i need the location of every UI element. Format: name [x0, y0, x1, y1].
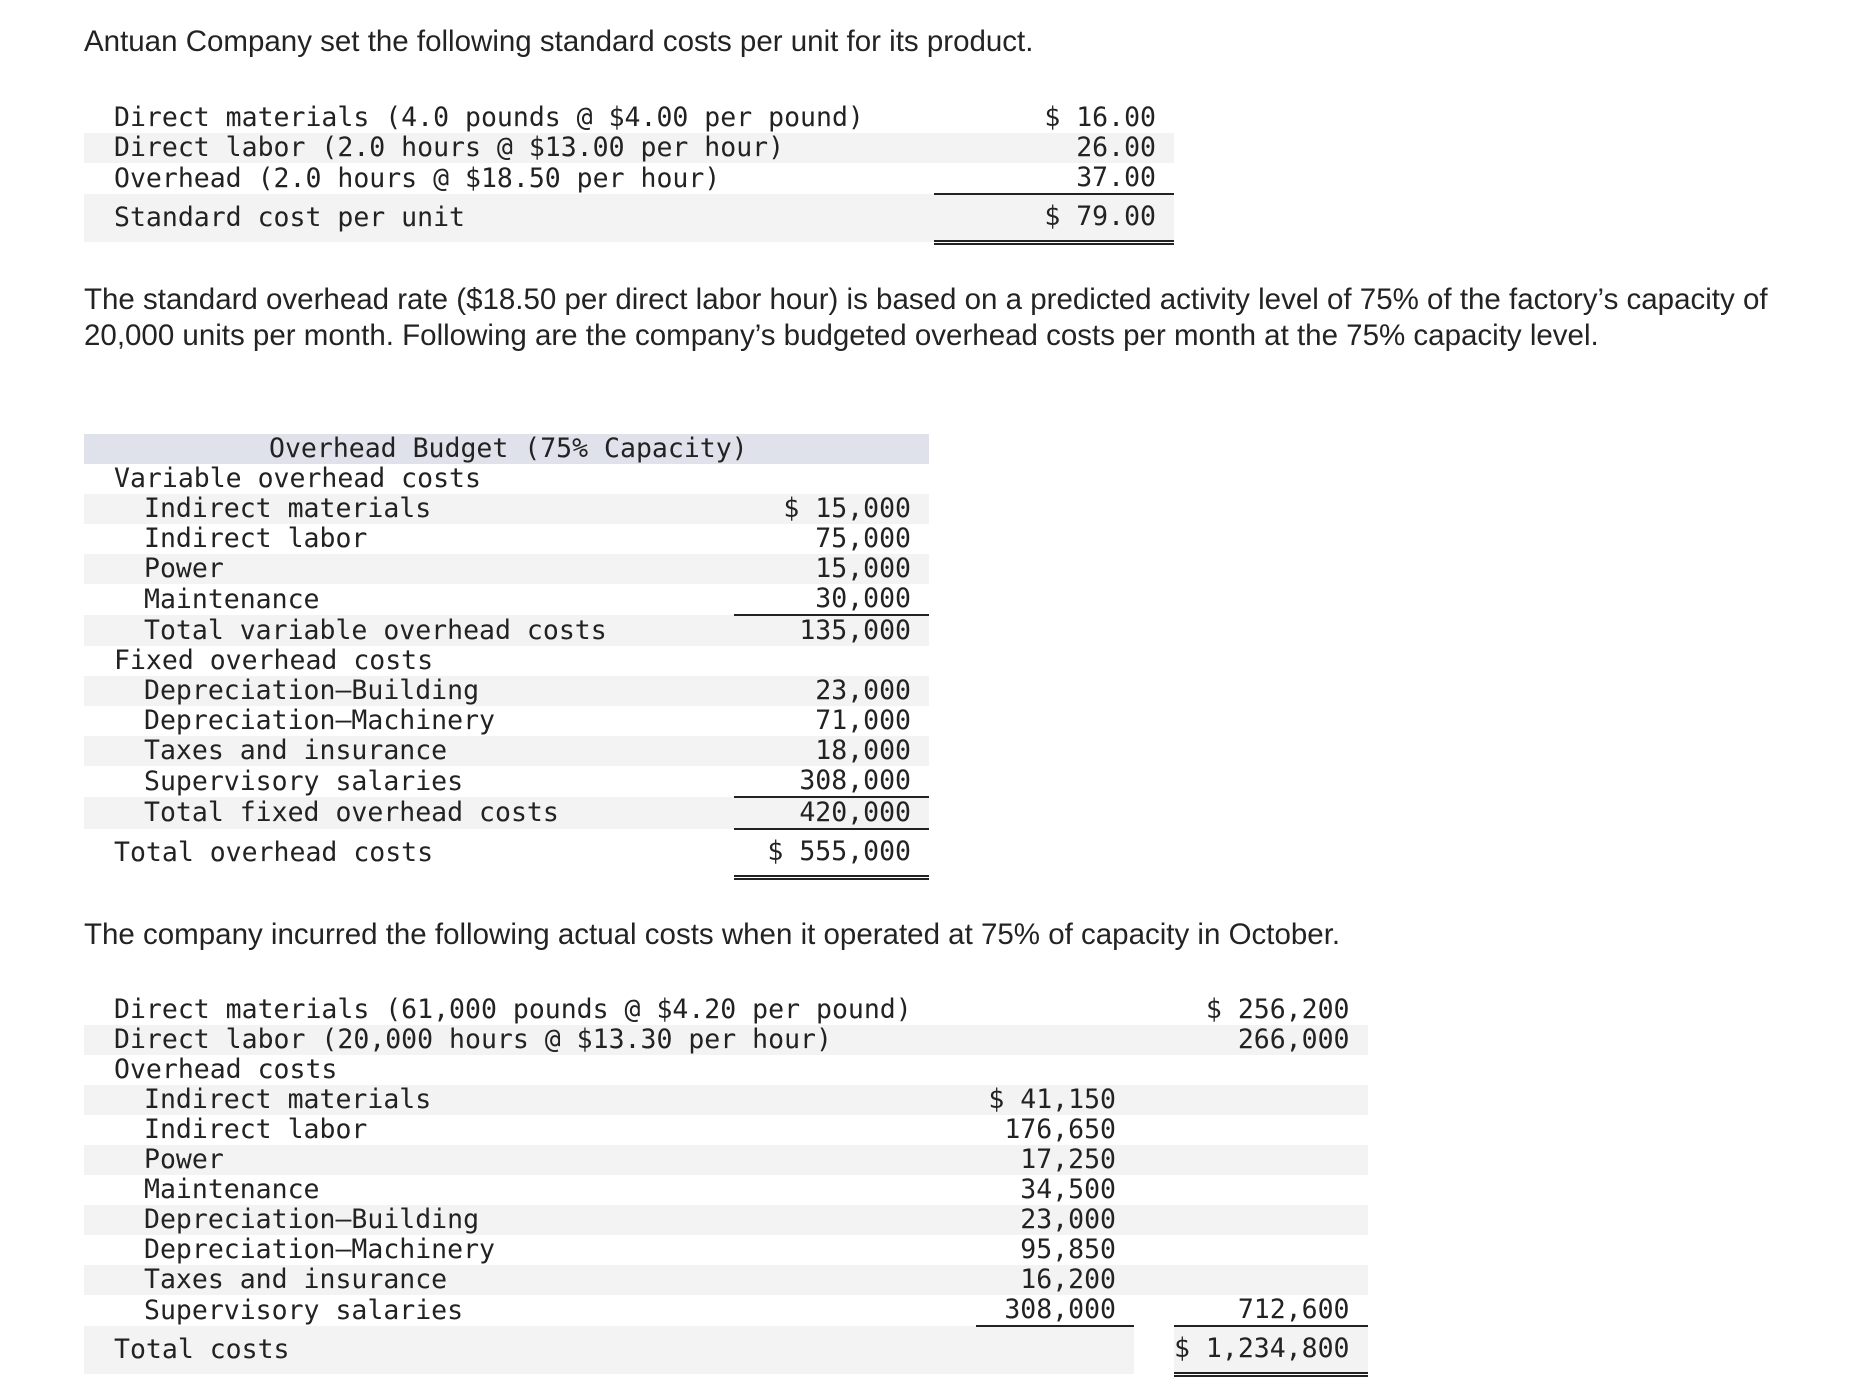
row-amount: 23,000 [734, 676, 929, 706]
row-label: Indirect materials [84, 494, 734, 524]
row-amount: 34,500 [1020, 1174, 1116, 1205]
actual-overhead-row [84, 1235, 1368, 1265]
row-label: Supervisory salaries [144, 765, 464, 797]
row-label: Direct materials (4.0 pounds @ $4.00 per pound) [114, 102, 864, 133]
budget-row [84, 584, 929, 615]
actual-costs-table [84, 995, 1368, 1377]
budget-header: Overhead Budget (75% Capacity) [84, 434, 929, 464]
total-amount: $ 1,234,800 [1174, 1326, 1368, 1374]
row-amount: $ 41,150 [976, 1085, 1134, 1115]
budget-row [84, 524, 929, 554]
row-label: Taxes and insurance [84, 1265, 976, 1295]
overhead-total-amount: 712,600 [1174, 1295, 1368, 1326]
row-label: Power [84, 1145, 976, 1175]
row-label: Total variable overhead costs [84, 615, 734, 646]
row-amount: 16,200 [976, 1265, 1134, 1295]
row-label: Supervisory salaries [144, 1294, 464, 1326]
row-label: Maintenance [144, 1174, 320, 1205]
actual-costs-paragraph: The company incurred the following actual costs when it operated at 75% of capacity in October. [84, 918, 1341, 951]
subtotal-row [84, 615, 929, 646]
row-amount: 30,000 [734, 584, 929, 615]
actual-overhead-row [84, 1175, 1368, 1205]
row-label: Depreciation—Building [84, 676, 734, 706]
row-label: Direct materials (61,000 pounds @ $4.20 per pound) [114, 994, 912, 1025]
actual-overhead-row [84, 1295, 1368, 1326]
row-label: Depreciation—Machinery [144, 1234, 495, 1265]
row-amount: 420,000 [734, 797, 929, 829]
row-amount: 75,000 [815, 523, 911, 554]
budget-row [84, 554, 929, 584]
row-amount: 71,000 [815, 705, 911, 736]
standard-cost-row [84, 103, 1174, 133]
row-label: Indirect materials [84, 1085, 976, 1115]
budget-row [84, 706, 929, 736]
row-amount: $ 15,000 [734, 494, 929, 524]
row-amount: 266,000 [1174, 1025, 1368, 1055]
budget-row [84, 676, 929, 706]
overhead-heading: Overhead costs [114, 1054, 338, 1085]
actual-overhead-row [84, 1145, 1368, 1175]
row-label: Depreciation—Building [84, 1205, 976, 1235]
overhead-budget-table [84, 434, 929, 880]
row-label: Direct labor (2.0 hours @ $13.00 per hour) [84, 133, 934, 163]
actual-overhead-row [84, 1205, 1368, 1235]
section-heading-row [84, 1055, 1368, 1085]
row-label: Overhead (2.0 hours @ $18.50 per hour) [114, 162, 721, 194]
actual-overhead-row [84, 1085, 1368, 1115]
intro-text: Antuan Company set the following standard costs per unit for its product. [84, 25, 1034, 58]
budget-row [84, 736, 929, 766]
budget-row [84, 766, 929, 797]
actual-row [84, 995, 1368, 1025]
row-label: Indirect labor [144, 523, 368, 554]
row-amount: 308,000 [976, 1295, 1134, 1326]
standard-cost-table [84, 103, 1174, 245]
row-label: Maintenance [144, 583, 320, 615]
actual-overhead-row [84, 1115, 1368, 1145]
row-amount: 308,000 [734, 766, 929, 797]
row-label: Depreciation—Machinery [144, 705, 495, 736]
budget-total-row [84, 829, 929, 877]
row-label: Power [84, 554, 734, 584]
actual-row [84, 1025, 1368, 1055]
row-label: Total fixed overhead costs [84, 797, 734, 829]
actual-overhead-row [84, 1265, 1368, 1295]
row-amount: 135,000 [734, 615, 929, 646]
total-label: Total overhead costs [114, 837, 434, 868]
section-heading-row [84, 646, 929, 676]
row-amount: 26.00 [934, 133, 1174, 163]
total-label: Standard cost per unit [84, 194, 934, 242]
row-amount: 95,850 [1020, 1234, 1116, 1265]
fixed-heading: Fixed overhead costs [114, 645, 434, 676]
row-amount: 15,000 [734, 554, 929, 584]
standard-cost-row [84, 133, 1174, 163]
section-heading-row [84, 464, 929, 494]
row-amount: $ 256,200 [1205, 994, 1350, 1025]
budget-row [84, 494, 929, 524]
variable-heading: Variable overhead costs [114, 463, 481, 494]
total-amount: $ 555,000 [734, 829, 929, 877]
row-label: Direct labor (20,000 hours @ $13.30 per hour) [84, 1025, 976, 1055]
row-label: Indirect labor [144, 1114, 368, 1145]
row-amount: 176,650 [1004, 1114, 1116, 1145]
row-amount: 23,000 [976, 1205, 1134, 1235]
standard-cost-total-row [84, 194, 1174, 242]
budget-header-row [84, 434, 929, 464]
row-amount: $ 16.00 [1044, 102, 1156, 133]
row-amount: 37.00 [934, 163, 1174, 194]
row-amount: 18,000 [734, 736, 929, 766]
row-amount: 17,250 [976, 1145, 1134, 1175]
total-label: Total costs [84, 1326, 976, 1374]
total-amount: $ 79.00 [934, 194, 1174, 242]
row-label: Taxes and insurance [84, 736, 734, 766]
standard-cost-row [84, 163, 1174, 194]
subtotal-row [84, 797, 929, 829]
actual-total-row [84, 1326, 1368, 1374]
overhead-rate-paragraph: The standard overhead rate ($18.50 per direct labor hour) is based on a predicted activity level of 75% of the factory’s capacity of 20,000 units per month. Following are the company’s budgeted overhead costs per month at the 75% capacity level. [84, 283, 1768, 352]
